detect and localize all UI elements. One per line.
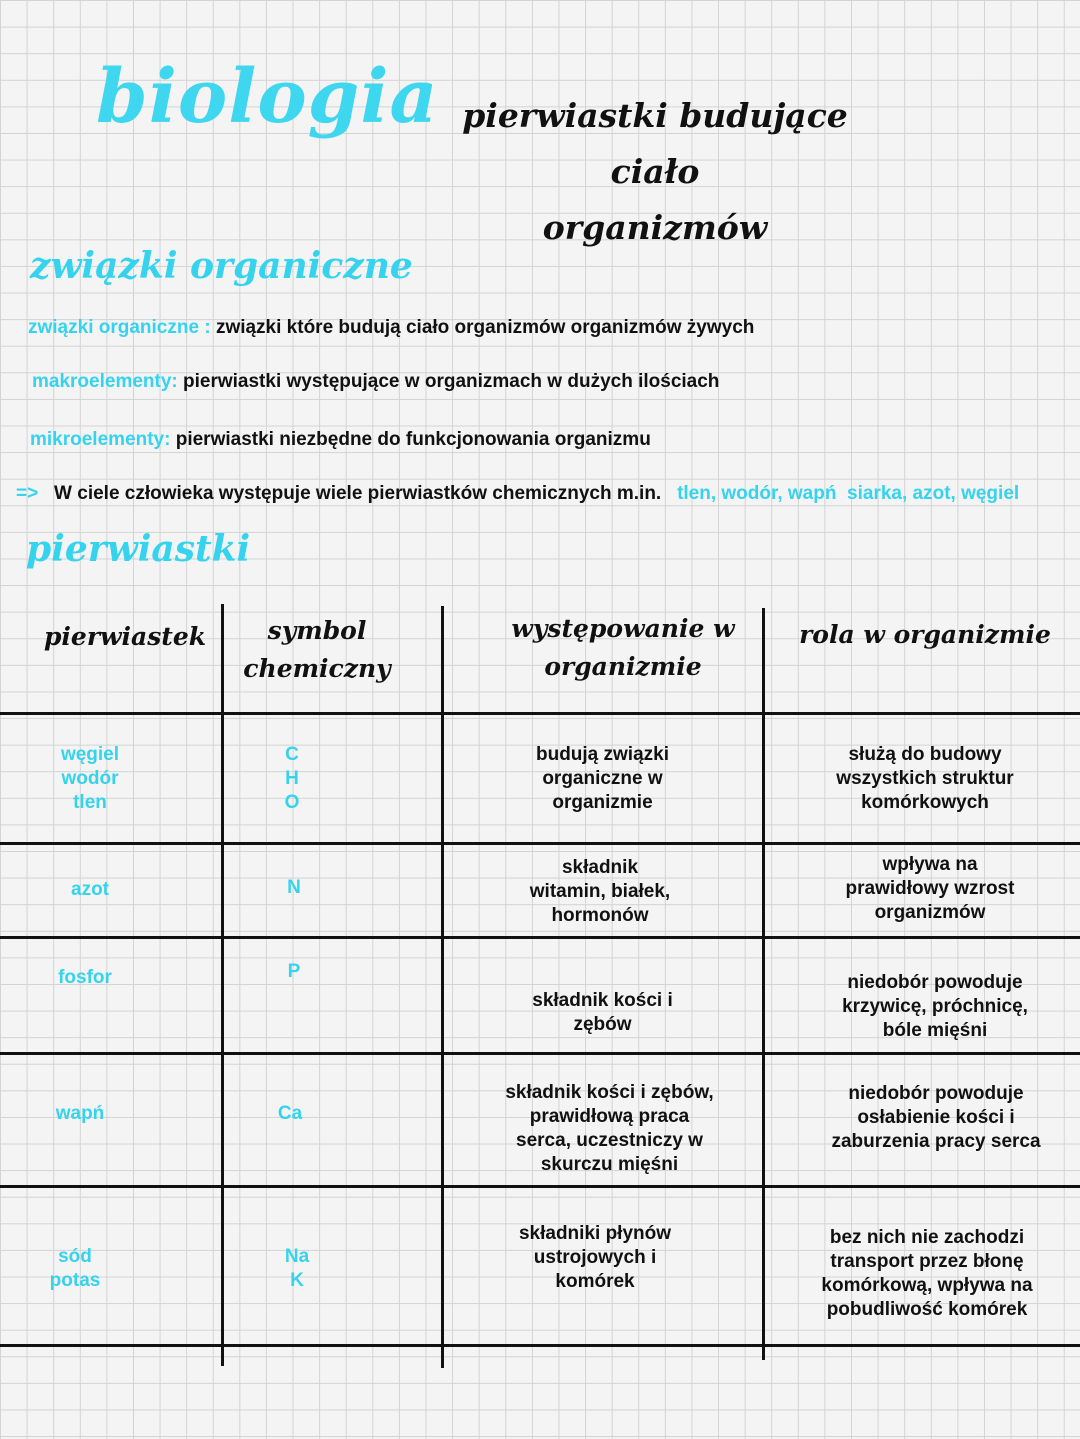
section-heading-elements: pierwiastki	[26, 528, 251, 570]
table-divider	[0, 712, 1080, 715]
table-cell-symbol: Na K	[284, 1246, 310, 1291]
note-list-2: siarka, azot, węgiel	[847, 483, 1020, 504]
definition-text: związki które budują ciało organizmów organizmów żywych	[215, 317, 755, 338]
elements-note	[16, 483, 1019, 505]
definition-organic-compounds	[28, 317, 754, 339]
table-cell-element: azot	[71, 879, 109, 900]
table-divider	[0, 842, 1080, 845]
table-cell-role: służą do budowy wszystkich struktur komórkowych	[836, 744, 1014, 813]
table-divider	[0, 936, 1080, 939]
table-cell-element: wapń	[55, 1103, 105, 1124]
table-divider	[441, 606, 444, 1368]
table-cell-role: niedobór powoduje osłabienie kości i zaburzenia pracy serca	[831, 1083, 1041, 1152]
table-cell-occurrence: składnik kości i zębów, prawidłową praca serca, uczestniczy w skurczu mięśni	[505, 1082, 714, 1175]
table-cell-symbol: C H O	[284, 744, 300, 813]
table-cell-occurrence: budują związki organiczne w organizmie	[535, 744, 670, 813]
arrow-icon: =>	[16, 483, 39, 504]
table-header-symbol: symbol chemiczny	[243, 616, 391, 683]
table-cell-element: sód potas	[49, 1246, 101, 1291]
table-divider	[762, 608, 765, 1360]
table-cell-role: bez nich nie zachodzi transport przez błonę komórkową, wpływa na pobudliwość komórek	[821, 1227, 1033, 1320]
section-heading-organic: związki organiczne	[30, 245, 413, 287]
table-cell-symbol: N	[287, 877, 301, 898]
table-cell-symbol: P	[287, 961, 301, 982]
table-cell-occurrence: składnik kości i zębów	[532, 990, 673, 1035]
table-cell-occurrence: składniki płynów ustrojowych i komórek	[518, 1223, 672, 1292]
note-text: W ciele człowieka występuje wiele pierwiastków chemicznych m.in.	[54, 483, 662, 504]
definition-text: pierwiastki występujące w organizmach w dużych ilościach	[183, 371, 720, 392]
table-divider	[221, 604, 224, 1366]
subtitle-line-2: organizmów	[542, 208, 768, 247]
definition-text: pierwiastki niezbędne do funkcjonowania organizmu	[175, 429, 651, 450]
table-cell-element: fosfor	[58, 967, 112, 988]
table-divider	[0, 1052, 1080, 1055]
table-header-role: rola w organizmie	[799, 620, 1051, 649]
definition-term: makroelementy:	[32, 371, 178, 392]
table-divider	[0, 1185, 1080, 1188]
table-header-occurrence: występowanie w organizmie	[511, 614, 735, 681]
note-list-1: tlen, wodór, wapń	[677, 483, 837, 504]
definition-term: mikroelementy:	[30, 429, 171, 450]
table-cell-role: niedobór powoduje krzywicę, próchnicę, bóle mięśni	[842, 972, 1028, 1041]
table-cell-occurrence: składnik witamin, białek, hormonów	[529, 857, 671, 926]
table-header-element: pierwiastek	[43, 622, 207, 651]
table-divider	[0, 1344, 1080, 1347]
page-title: biologia	[96, 54, 439, 140]
table-cell-element: węgiel wodór tlen	[60, 744, 120, 813]
table-cell-symbol: Ca	[277, 1103, 303, 1124]
table-cell-role: wpływa na prawidłowy wzrost organizmów	[845, 854, 1015, 923]
definition-macroelements	[32, 371, 719, 393]
definition-term: związki organiczne :	[28, 317, 211, 338]
subtitle-line-1: pierwiastki budujące ciało	[462, 96, 848, 191]
page-subtitle	[420, 88, 890, 256]
definition-microelements	[30, 429, 651, 451]
